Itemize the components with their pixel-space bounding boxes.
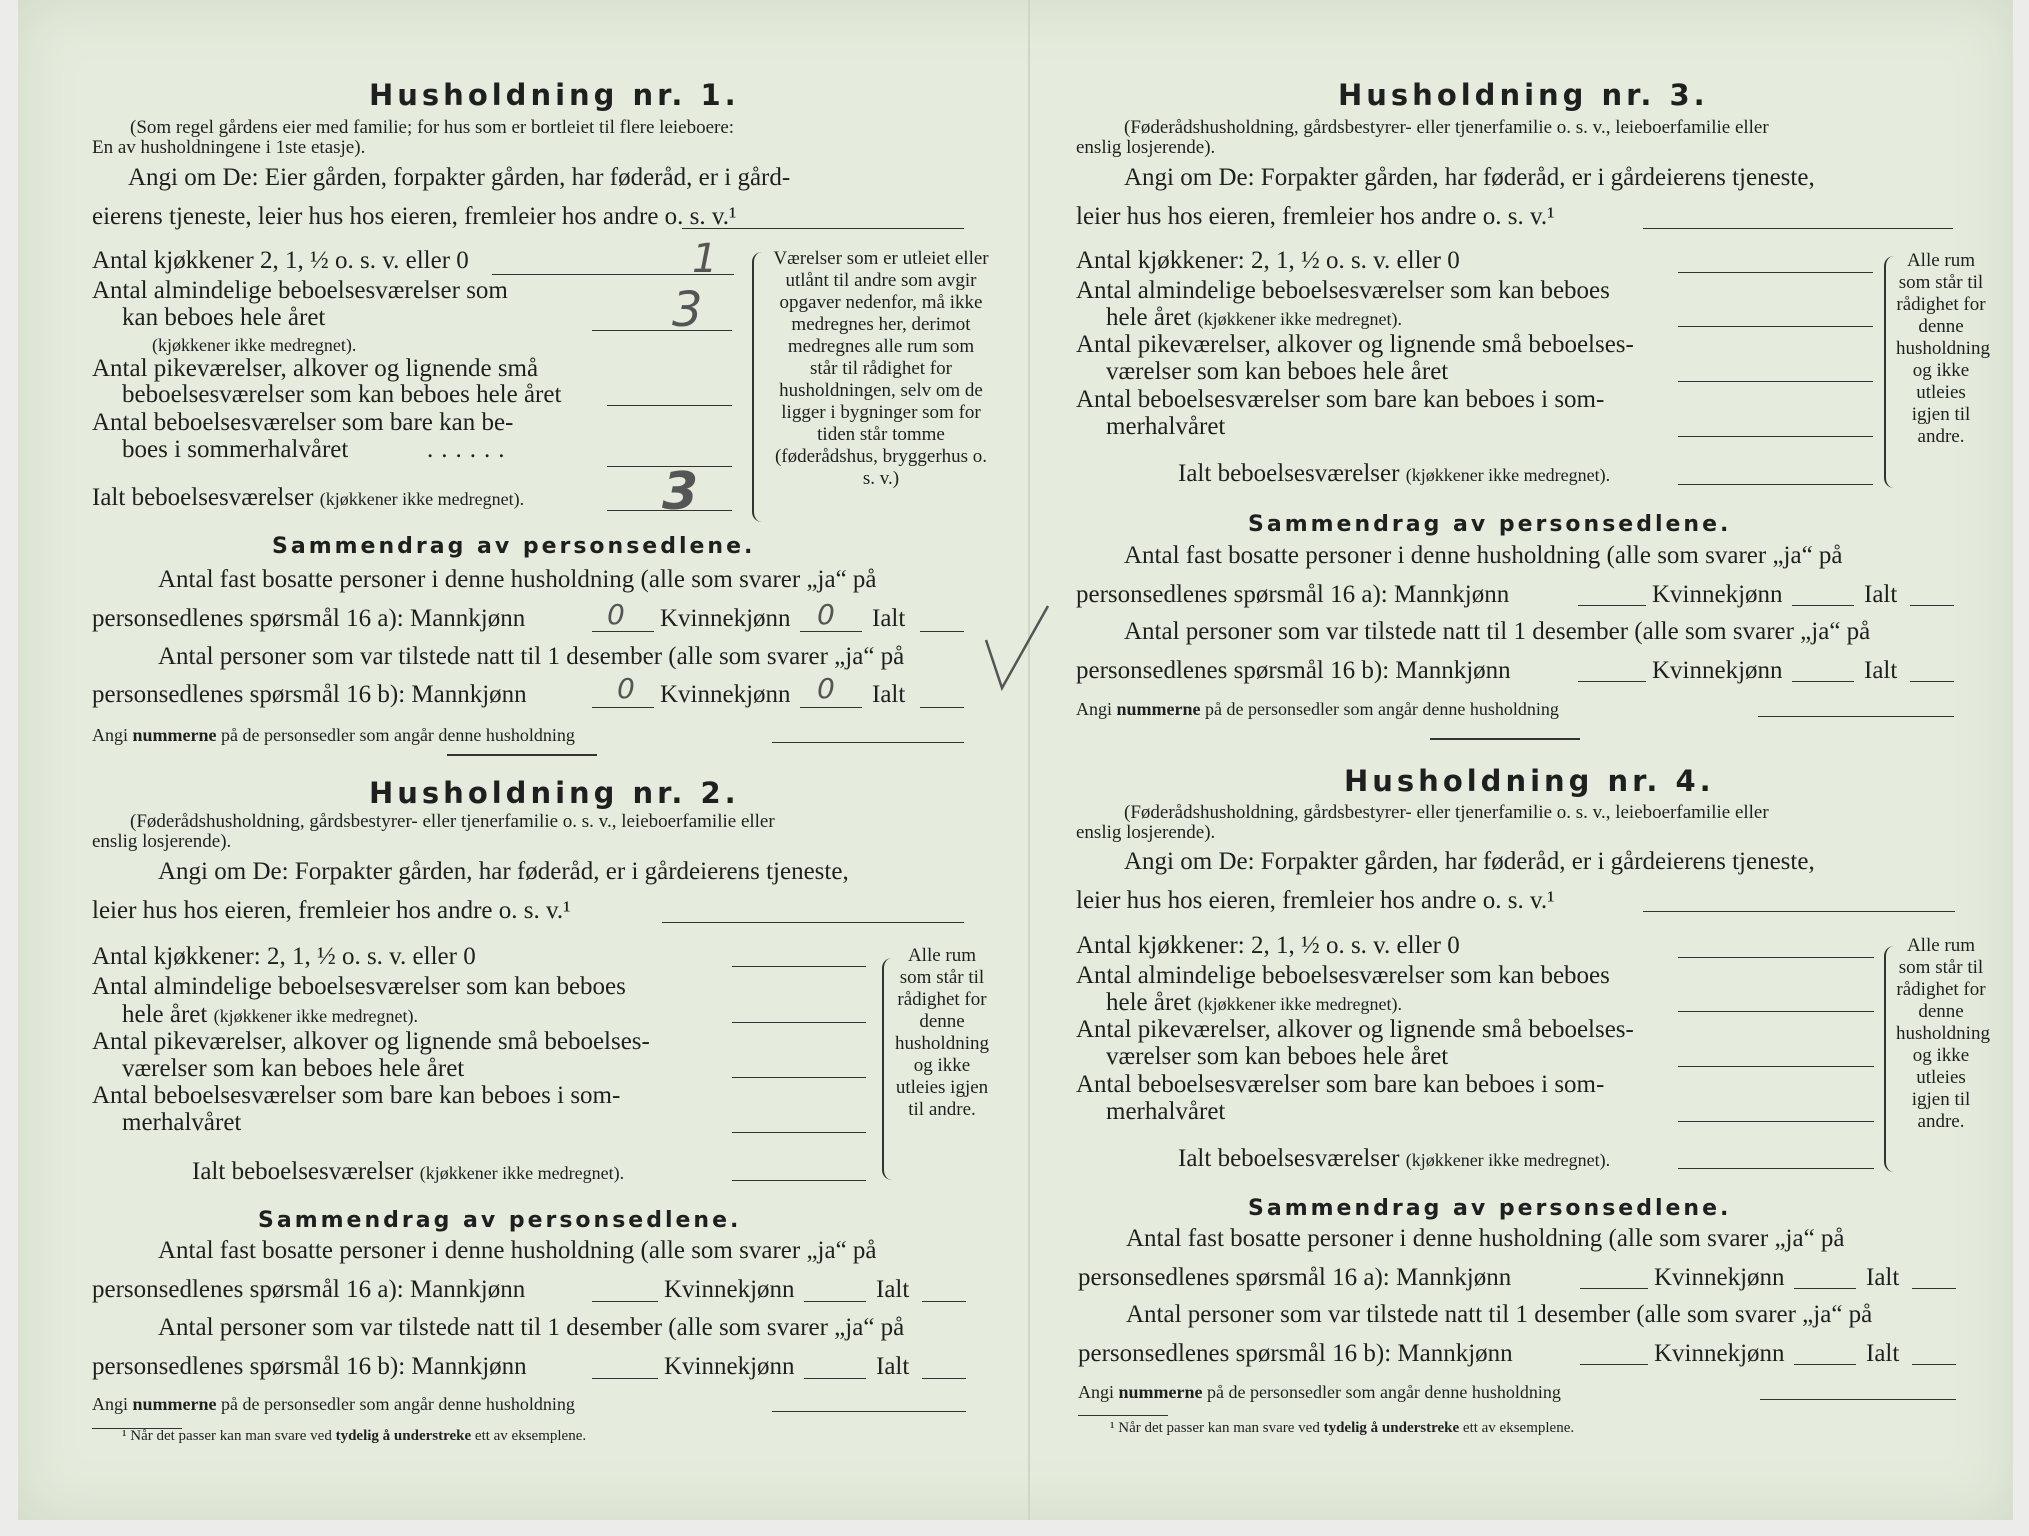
h2-total-label-note: (kjøkkener ikke medregnet).	[419, 1163, 625, 1183]
h2-female-1-line[interactable]	[804, 1301, 866, 1302]
h1-female-2-line[interactable]	[800, 707, 862, 708]
h4-rooms-line[interactable]	[1678, 1011, 1874, 1012]
h4-maid-rooms-line[interactable]	[1678, 1066, 1874, 1067]
h1-maid-rooms-label-b: beboelsesværelser som kan beboes hele året	[122, 381, 562, 408]
h3-total-label-text: Ialt beboelsesværelser	[1178, 460, 1400, 487]
h3-total-label-note: (kjøkkener ikke medregnet).	[1405, 465, 1611, 485]
h4-angi-2: leier hus hos eieren, fremleier hos andre o. s. v.¹	[1076, 887, 1555, 914]
h1-summary-1a: Antal fast bosatte personer i denne husholdning (alle som svarer „ja“ på	[158, 566, 877, 593]
h1-summary-title: Sammendrag av personsedlene.	[272, 534, 756, 559]
h1-numbers-label-b: nummerne	[132, 725, 217, 745]
h1-kitchens-label: Antal kjøkkener 2, 1, ½ o. s. v. eller 0	[92, 247, 469, 274]
h4-summer-rooms-line[interactable]	[1678, 1121, 1874, 1122]
h4-total-line[interactable]	[1678, 1168, 1874, 1169]
h3-numbers-label-c: på de personsedler som angår denne husholdning	[1205, 699, 1559, 719]
h4-maid-rooms-label-b: værelser som kan beboes hele året	[1106, 1043, 1449, 1070]
h4-summary-1a: Antal fast bosatte personer i denne husholdning (alle som svarer „ja“ på	[1126, 1225, 1845, 1252]
check-mark-icon	[978, 600, 1058, 700]
h3-female-2-label: Kvinnekjønn	[1652, 657, 1783, 684]
h4-female-2-line[interactable]	[1794, 1364, 1856, 1365]
h4-subtitle-1: (Føderådshusholdning, gårdsbestyrer- eller tjenerfamilie o. s. v., leieboerfamilie eller	[1124, 802, 1769, 823]
h4-angi-answer-line[interactable]	[1643, 911, 1955, 912]
h4-numbers-label-b: nummerne	[1118, 1382, 1203, 1402]
h2-total-label-text: Ialt beboelsesværelser	[192, 1158, 414, 1185]
h3-rooms-label-b	[1106, 304, 1402, 332]
h1-male-2-value[interactable]: 0	[617, 672, 635, 705]
h4-summary-title: Sammendrag av personsedlene.	[1248, 1196, 1732, 1221]
h2-total-2-line[interactable]	[922, 1378, 966, 1379]
h3-separator	[1430, 738, 1580, 740]
h3-kitchens-label: Antal kjøkkener: 2, 1, ½ o. s. v. eller 0	[1076, 247, 1460, 274]
h2-title: Husholdning nr. 2.	[369, 776, 740, 810]
h3-subtitle-1: (Føderådshusholdning, gårdsbestyrer- eller tjenerfamilie o. s. v., leieboerfamilie eller	[1124, 117, 1769, 138]
h2-summary-title: Sammendrag av personsedlene.	[258, 1208, 742, 1233]
h1-summary-2b: personsedlenes spørsmål 16 b): Mannkjønn	[92, 681, 527, 708]
h4-numbers-label-a: Angi	[1078, 1382, 1114, 1402]
h4-title: Husholdning nr. 4.	[1344, 764, 1715, 798]
h4-total-1-label: Ialt	[1866, 1264, 1900, 1291]
h3-angi-1: Angi om De: Forpakter gården, har føderåd, er i gårdeierens tjeneste,	[1124, 164, 1815, 191]
h2-footnote-a: ¹ Når det passer kan man svare ved	[122, 1428, 332, 1444]
h3-summary-title: Sammendrag av personsedlene.	[1248, 512, 1732, 537]
h2-maid-rooms-label-a: Antal pikeværelser, alkover og lignende små beboelses-	[92, 1028, 650, 1055]
h2-total-2-label: Ialt	[876, 1353, 910, 1380]
h4-female-1-label: Kvinnekjønn	[1654, 1264, 1785, 1291]
h2-footnote-b: tydelig å understreke	[335, 1428, 472, 1444]
h3-numbers-label-a: Angi	[1076, 699, 1112, 719]
h3-numbers-label-b: nummerne	[1116, 699, 1201, 719]
h3-female-2-line[interactable]	[1792, 681, 1854, 682]
h4-male-2-line[interactable]	[1580, 1364, 1648, 1365]
left-column	[72, 0, 989, 1520]
h3-rooms-line[interactable]	[1678, 326, 1873, 327]
h1-note-bracket	[752, 252, 768, 522]
h4-summer-rooms-label-b: merhalvåret	[1106, 1098, 1226, 1125]
h4-female-2-label: Kvinnekjønn	[1654, 1340, 1785, 1367]
h3-rooms-label-c: (kjøkkener ikke medregnet).	[1197, 309, 1403, 329]
h3-total-line[interactable]	[1678, 484, 1873, 485]
h2-summer-rooms-line[interactable]	[732, 1132, 866, 1133]
h2-footnote-c: ett av eksemplene.	[474, 1428, 587, 1444]
h1-female-1-value[interactable]: 0	[817, 598, 835, 631]
h3-total-1-line[interactable]	[1910, 605, 1954, 606]
h1-angi-2: eierens tjeneste, leier hus hos eieren, fremleier hos andre o. s. v.¹	[92, 203, 737, 230]
h4-male-1-line[interactable]	[1580, 1288, 1648, 1289]
h2-total-1-label: Ialt	[876, 1276, 910, 1303]
h1-maid-rooms-label-a: Antal pikeværelser, alkover og lignende små	[92, 355, 539, 382]
h2-summary-2a: Antal personer som var tilstede natt til 1 desember (alle som svarer „ja“ på	[158, 1314, 905, 1341]
h2-numbers-label-c: på de personsedler som angår denne husholdning	[221, 1394, 575, 1414]
h4-female-1-line[interactable]	[1794, 1288, 1856, 1289]
h1-female-1-label: Kvinnekjønn	[660, 605, 791, 632]
h1-total-1-label: Ialt	[872, 605, 906, 632]
h3-numbers-label	[1076, 699, 1559, 720]
h1-rooms-value[interactable]: 3	[672, 282, 703, 338]
h2-summary-2b: personsedlenes spørsmål 16 b): Mannkjønn	[92, 1353, 527, 1380]
h3-summary-1b: personsedlenes spørsmål 16 a): Mannkjønn	[1076, 581, 1510, 608]
h4-footnote-rule	[1078, 1415, 1168, 1416]
h1-angi-1: Angi om De: Eier gården, forpakter gården, har føderåd, er i gård-	[128, 164, 791, 191]
h3-kitchens-line[interactable]	[1678, 272, 1873, 273]
h3-rooms-label-a: Antal almindelige beboelsesværelser som kan beboes	[1076, 277, 1610, 304]
h4-numbers-line[interactable]	[1760, 1399, 1956, 1400]
h3-summary-1a: Antal fast bosatte personer i denne husholdning (alle som svarer „ja“ på	[1124, 542, 1843, 569]
h4-side-note: Alle rum som står til rådighet for denne husholdning og ikke utleies igjen til andre.	[1896, 935, 1990, 1132]
h1-angi-answer-line[interactable]	[682, 228, 964, 229]
h2-female-1-label: Kvinnekjønn	[664, 1276, 795, 1303]
census-form-sheet	[18, 0, 2013, 1520]
h4-rooms-label-c: (kjøkkener ikke medregnet).	[1197, 994, 1403, 1014]
h1-subtitle-1: (Som regel gårdens eier med familie; for hus som er bortleiet til flere leieboere:	[130, 117, 735, 138]
h1-rooms-line[interactable]	[592, 330, 732, 331]
h2-subtitle-1: (Føderådshusholdning, gårdsbestyrer- eller tjenerfamilie o. s. v., leieboerfamilie eller	[130, 811, 775, 832]
h1-numbers-label-a: Angi	[92, 725, 128, 745]
h4-total-label	[1178, 1145, 1610, 1173]
h3-summer-rooms-label-a: Antal beboelsesværelser som bare kan beboes i som-	[1076, 386, 1605, 413]
h2-numbers-line[interactable]	[772, 1411, 966, 1412]
h1-summer-rooms-label-a: Antal beboelsesværelser som bare kan be-	[92, 409, 514, 436]
h3-subtitle-2: enslig losjerende).	[1076, 137, 1216, 158]
h2-subtitle-2: enslig losjerende).	[92, 831, 232, 852]
h1-male-1-value[interactable]: 0	[607, 598, 625, 631]
h4-footnote	[1110, 1420, 1574, 1437]
h1-numbers-line[interactable]	[772, 742, 964, 743]
h4-rooms-label-b	[1106, 989, 1402, 1017]
h3-male-2-line[interactable]	[1578, 681, 1646, 682]
h2-rooms-line[interactable]	[732, 1022, 866, 1023]
h4-maid-rooms-label-a: Antal pikeværelser, alkover og lignende små beboelses-	[1076, 1016, 1634, 1043]
h2-rooms-label-c: (kjøkkener ikke medregnet).	[213, 1006, 419, 1026]
h1-male-2-line[interactable]	[592, 707, 654, 708]
h1-total-label-text: Ialt beboelsesværelser	[92, 484, 314, 511]
h4-total-1-line[interactable]	[1912, 1288, 1956, 1289]
h2-female-2-label: Kvinnekjønn	[664, 1353, 795, 1380]
h1-summary-2a: Antal personer som var tilstede natt til 1 desember (alle som svarer „ja“ på	[158, 643, 905, 670]
h1-subtitle-2: En av husholdningene i 1ste etasje).	[92, 137, 366, 158]
h2-side-note: Alle rum som står til rådighet for denne husholdning og ikke utleies igjen til andre.	[895, 945, 989, 1120]
h4-summary-1b: personsedlenes spørsmål 16 a): Mannkjønn	[1078, 1264, 1512, 1291]
h1-numbers-label-c: på de personsedler som angår denne husholdning	[221, 725, 575, 745]
h4-rooms-label-b-text: hele året	[1106, 989, 1192, 1016]
h3-total-1-label: Ialt	[1864, 581, 1898, 608]
h3-rooms-label-b-text: hele året	[1106, 304, 1192, 331]
h4-subtitle-2: enslig losjerende).	[1076, 822, 1216, 843]
h3-male-1-line[interactable]	[1578, 605, 1646, 606]
h1-rooms-label-a: Antal almindelige beboelsesværelser som	[92, 277, 508, 304]
h2-summary-1b: personsedlenes spørsmål 16 a): Mannkjønn	[92, 1276, 526, 1303]
h1-total-label-note: (kjøkkener ikke medregnet).	[319, 489, 525, 509]
h1-male-1-line[interactable]	[592, 631, 654, 632]
h2-numbers-label	[92, 1394, 575, 1415]
h4-footnote-b: tydelig å understreke	[1323, 1420, 1460, 1436]
h1-summer-rooms-label-b: boes i sommerhalvåret	[122, 436, 349, 463]
h2-angi-2: leier hus hos eieren, fremleier hos andre o. s. v.¹	[92, 897, 571, 924]
h2-male-2-line[interactable]	[592, 1378, 658, 1379]
h3-summer-rooms-line[interactable]	[1678, 436, 1873, 437]
h2-kitchens-label: Antal kjøkkener: 2, 1, ½ o. s. v. eller 0	[92, 943, 476, 970]
h1-total-2-line[interactable]	[920, 707, 964, 708]
h4-summary-2b: personsedlenes spørsmål 16 b): Mannkjønn	[1078, 1340, 1513, 1367]
h1-female-2-value[interactable]: 0	[817, 672, 835, 705]
h2-footnote	[122, 1428, 586, 1445]
h2-maid-rooms-line[interactable]	[732, 1077, 866, 1078]
h4-kitchens-label: Antal kjøkkener: 2, 1, ½ o. s. v. eller 0	[1076, 932, 1460, 959]
h1-maid-rooms-line[interactable]	[607, 405, 732, 406]
h1-title: Husholdning nr. 1.	[369, 78, 740, 112]
h3-maid-rooms-line[interactable]	[1678, 381, 1873, 382]
h4-footnote-c: ett av eksemplene.	[1462, 1420, 1575, 1436]
h2-total-1-line[interactable]	[922, 1301, 966, 1302]
h2-total-line[interactable]	[732, 1180, 866, 1181]
h1-side-note: Værelser som er utleiet eller utlånt til andre som avgir opgaver nedenfor, må ikke medregnes her, derimot medregnes alle rum som står til rådighet for husholdningen, selv om de ligger i bygninger som for tiden står tomme (føderådshus, bryggerhus o. s. v.)	[773, 248, 989, 489]
h4-rooms-label-a: Antal almindelige beboelsesværelser som kan beboes	[1076, 962, 1610, 989]
h3-total-2-line[interactable]	[1910, 681, 1954, 682]
h3-side-note: Alle rum som står til rådighet for denne husholdning og ikke utleies igjen til andre.	[1896, 250, 1990, 447]
h2-numbers-label-b: nummerne	[132, 1394, 217, 1414]
h4-total-label-text: Ialt beboelsesværelser	[1178, 1145, 1400, 1172]
h1-rooms-label-b: kan beboes hele året	[122, 304, 326, 331]
h1-total-value[interactable]: 3	[662, 462, 699, 522]
h2-angi-answer-line[interactable]	[662, 922, 964, 923]
h1-total-2-label: Ialt	[872, 681, 906, 708]
h2-rooms-label-b-text: hele året	[122, 1001, 208, 1028]
h4-numbers-label	[1078, 1382, 1561, 1403]
h4-kitchens-line[interactable]	[1678, 957, 1874, 958]
h2-summer-rooms-label-b: merhalvåret	[122, 1109, 242, 1136]
h1-female-1-line[interactable]	[800, 631, 862, 632]
h1-total-1-line[interactable]	[920, 631, 964, 632]
h4-total-2-label: Ialt	[1866, 1340, 1900, 1367]
h4-summer-rooms-label-a: Antal beboelsesværelser som bare kan beboes i som-	[1076, 1071, 1605, 1098]
right-column	[1058, 0, 1990, 1520]
h3-maid-rooms-label-a: Antal pikeværelser, alkover og lignende små beboelses-	[1076, 331, 1634, 358]
h2-maid-rooms-label-b: værelser som kan beboes hele året	[122, 1055, 465, 1082]
h4-total-2-line[interactable]	[1912, 1364, 1956, 1365]
h3-angi-2: leier hus hos eieren, fremleier hos andre o. s. v.¹	[1076, 203, 1555, 230]
h2-female-2-line[interactable]	[804, 1378, 866, 1379]
h3-maid-rooms-label-b: værelser som kan beboes hele året	[1106, 358, 1449, 385]
h2-total-label	[192, 1158, 624, 1186]
page-fold	[1028, 0, 1030, 1520]
h1-rooms-label-c: (kjøkkener ikke medregnet).	[152, 335, 357, 355]
h3-female-1-label: Kvinnekjønn	[1652, 581, 1783, 608]
h2-rooms-label-a: Antal almindelige beboelsesværelser som kan beboes	[92, 973, 626, 1000]
h3-angi-answer-line[interactable]	[1643, 228, 1953, 229]
h3-total-label	[1178, 460, 1610, 488]
h1-summary-1b: personsedlenes spørsmål 16 a): Mannkjønn	[92, 605, 526, 632]
h1-summer-dots: ......	[427, 436, 513, 463]
h2-rooms-label-b	[122, 1001, 418, 1029]
h3-summer-rooms-label-b: merhalvåret	[1106, 413, 1226, 440]
h3-female-1-line[interactable]	[1792, 605, 1854, 606]
h1-total-label	[92, 484, 524, 512]
h2-summer-rooms-label-a: Antal beboelsesværelser som bare kan beboes i som-	[92, 1082, 621, 1109]
h4-total-label-note: (kjøkkener ikke medregnet).	[1405, 1150, 1611, 1170]
h2-numbers-label-a: Angi	[92, 1394, 128, 1414]
h4-summary-2a: Antal personer som var tilstede natt til 1 desember (alle som svarer „ja“ på	[1126, 1301, 1873, 1328]
h3-total-2-label: Ialt	[1864, 657, 1898, 684]
h1-numbers-label	[92, 725, 575, 746]
h2-summary-1a: Antal fast bosatte personer i denne husholdning (alle som svarer „ja“ på	[158, 1237, 877, 1264]
h4-numbers-label-c: på de personsedler som angår denne husholdning	[1207, 1382, 1561, 1402]
h3-summary-2b: personsedlenes spørsmål 16 b): Mannkjønn	[1076, 657, 1511, 684]
h2-angi-1: Angi om De: Forpakter gården, har føderåd, er i gårdeierens tjeneste,	[158, 858, 849, 885]
h1-kitchens-value[interactable]: 1	[692, 236, 718, 282]
h2-male-1-line[interactable]	[592, 1301, 658, 1302]
h4-angi-1: Angi om De: Forpakter gården, har føderåd, er i gårdeierens tjeneste,	[1124, 848, 1815, 875]
h2-kitchens-line[interactable]	[732, 966, 866, 967]
h1-female-2-label: Kvinnekjønn	[660, 681, 791, 708]
h3-summary-2a: Antal personer som var tilstede natt til 1 desember (alle som svarer „ja“ på	[1124, 618, 1871, 645]
h1-separator	[447, 754, 597, 756]
h3-numbers-line[interactable]	[1758, 716, 1954, 717]
h3-title: Husholdning nr. 3.	[1338, 78, 1709, 112]
h4-footnote-a: ¹ Når det passer kan man svare ved	[1110, 1420, 1320, 1436]
